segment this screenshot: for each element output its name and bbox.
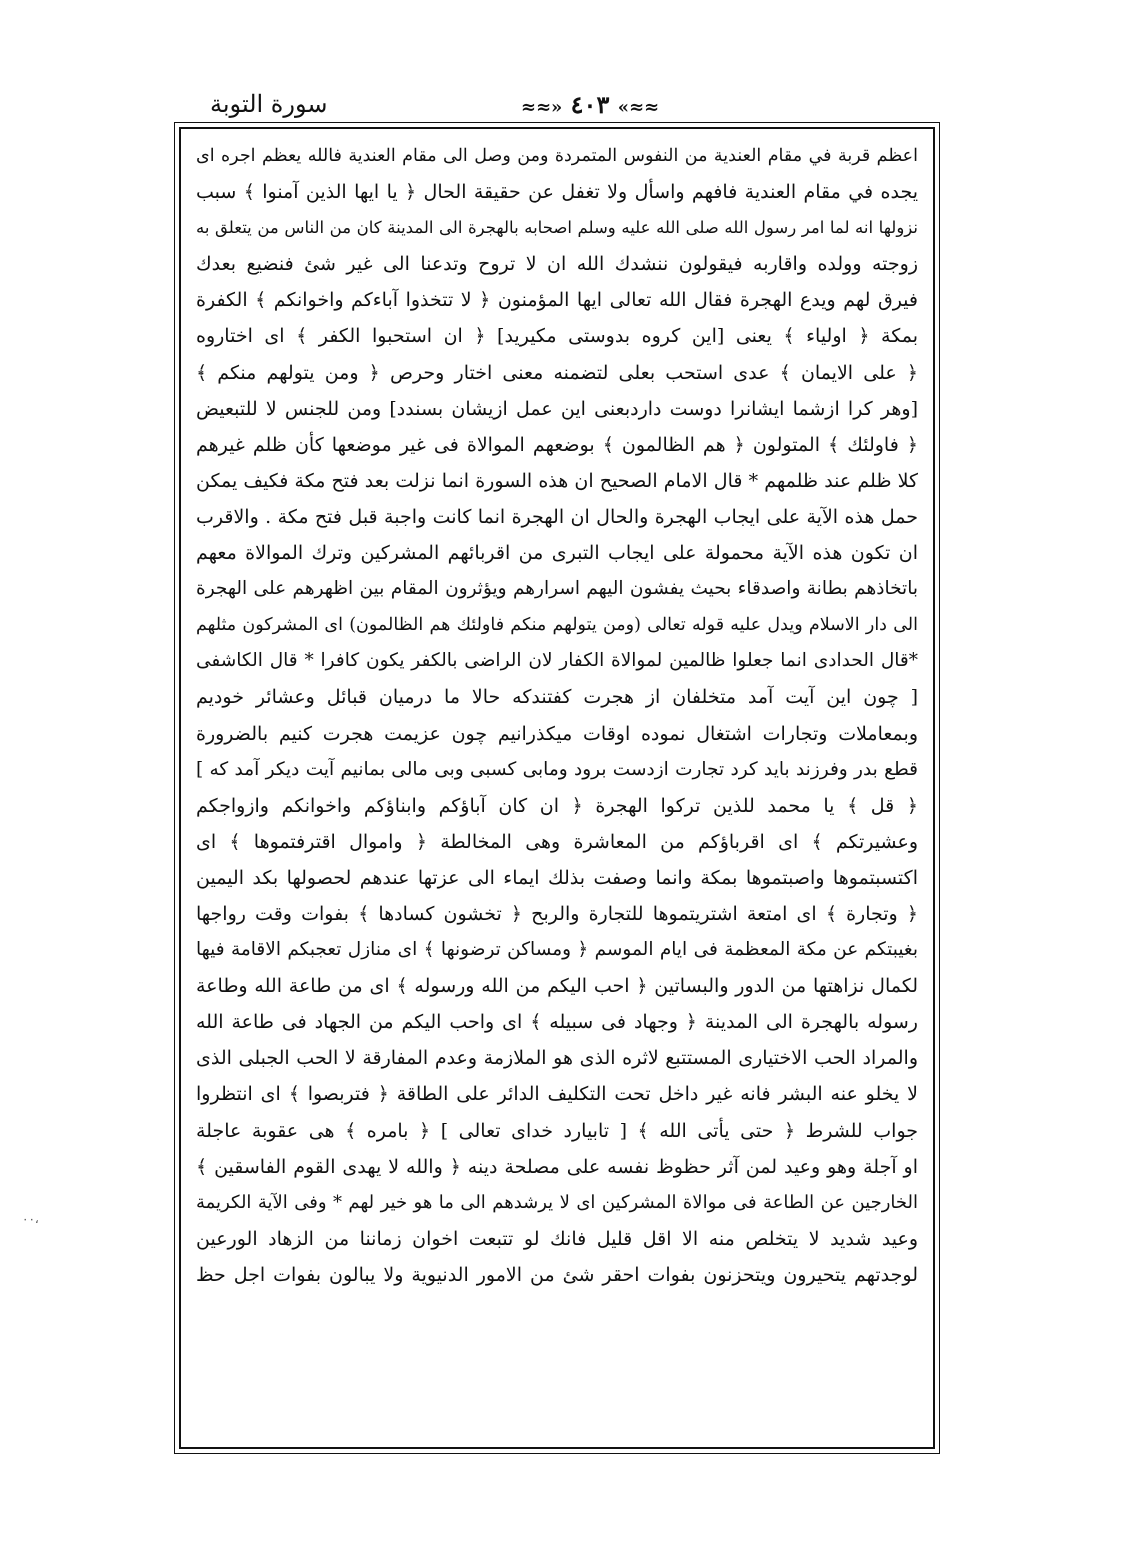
- text-line: فيرق لهم ويدع الهجرة فقال الله تعالى ايها المؤمنون ﴿ لا تتخذوا آباءكم واخوانكم ﴾ الكفرة: [196, 289, 918, 312]
- text-line: يجده في مقام العندية فافهم واسأل ولا تغفل عن حقيقة الحال ﴿ يا ايها الذين آمنوا ﴾ سبب: [196, 181, 918, 204]
- text-line: او آجلة وهو وعيد لمن آثر حظوظ نفسه على مصلحة دينه ﴿ والله لا يهدى القوم الفاسقين ﴾: [196, 1155, 918, 1178]
- text-line: اكتسبتموها واصبتموها بمكة وانما وصفت بذلك ايماء الى عزتها عندهم لحصولها بكد اليمين: [196, 866, 918, 889]
- text-line: زوجته وولده واقاربه فيقولون ننشدك الله ان لا تروح وتدعنا الى غير شئ فنضيع بعدك: [196, 253, 918, 276]
- text-line: باتخاذهم بطانة واصدقاء بحيث يفشون اليهم اسرارهم ويؤثرون المقام بين اظهرهم على الهجرة: [196, 578, 918, 600]
- text-body: [196, 138, 918, 1438]
- text-line: لكمال نزاهتها من الدور والبساتين ﴿ احب اليكم من الله ورسوله ﴾ اى من طاعة الله وطاعة: [196, 975, 918, 998]
- ornament-right-icon: «≈≈: [617, 97, 660, 118]
- text-line: ﴿ فاولئك ﴾ المتولون ﴿ هم الظالمون ﴾ بوضعهم الموالاة فى غير موضعها كأن ظلم غيرهم: [196, 433, 918, 456]
- text-line: وبمعاملات وتجارات اشتغال نموده اوقات ميكذرانيم چون عزيمت هجرت كنيم بالضرورة: [196, 722, 918, 745]
- page-header: [180, 88, 940, 124]
- text-line: لوجدتهم يتحيرون ويتحزنون بفوات احقر شئ من الامور الدنيوية ولا يبالون بفوات اجل حظ: [196, 1263, 918, 1286]
- text-line: بمكة ﴿ اولياء ﴾ يعنى [اين كروه بدوستى مكيريد] ﴿ ان استحبوا الكفر ﴾ اى اختاروه: [196, 325, 918, 348]
- text-line: الى دار الاسلام ويدل عليه قوله تعالى (ومن يتولهم منكم فاولئك هم الظالمون) اى المشركون مثلهم: [196, 615, 918, 636]
- text-line: وعشيرتكم ﴾ اى اقرباؤكم من المعاشرة وهى المخالطة ﴿ واموال اقترفتموها ﴾ اى: [196, 830, 918, 853]
- text-line: قطع بدر وفرزند بايد كرد تجارت ازدست برود ومابى كسبى وبى مالى بمانيم آيت ديكر آمد كه ]: [196, 758, 918, 780]
- text-line: [وهر كرا ازشما ايشانرا دوست داردبعنى اين عمل ازيشان بسندد] ومن للجنس لا للتبعيض: [196, 397, 918, 420]
- text-line: ﴿ وتجارة ﴾ اى امتعة اشتريتموها للتجارة والربح ﴿ تخشون كسادها ﴾ بفوات وقت رواجها: [196, 902, 918, 925]
- text-line: *قال الحدادى انما جعلوا ظالمين لموالاة الكفار لان الراضى بالكفر يكون كافرا * قال الكاشفى: [196, 650, 918, 672]
- text-line: [ چون اين آيت آمد متخلفان از هجرت كفتندكه حالا ما درميان قبائل وعشائر خوديم: [196, 686, 918, 709]
- text-line: لا يخلو عنه البشر فانه غير داخل تحت التكليف الدائر على الطاقة ﴿ فتربصوا ﴾ اى انتظروا: [196, 1083, 918, 1106]
- text-line: جواب للشرط ﴿ حتى يأتى الله ﴾ [ تابيارد خداى تعالى ] ﴿ بامره ﴾ هى عقوبة عاجلة: [196, 1119, 918, 1142]
- text-line: كلا ظلم عند ظلمهم * قال الامام الصحيح ان هذه السورة انما نزلت بعد فتح مكة فكيف يمكن: [196, 469, 918, 492]
- surah-title: سورة التوبة: [210, 90, 328, 118]
- text-line: رسوله بالهجرة الى المدينة ﴿ وجهاد فى سبيله ﴾ اى واحب اليكم من الجهاد فى طاعة الله: [196, 1011, 918, 1034]
- text-line: بغيبتكم عن مكة المعظمة فى ايام الموسم ﴿ ومساكن ترضونها ﴾ اى منازل تعجبكم الاقامة فيها: [196, 939, 918, 961]
- text-line: وعيد شديد لا يتخلص منه الا اقل قليل فانك لو تتبعت اخوان زماننا من الزهاد الورعين: [196, 1227, 918, 1250]
- text-line: ان تكون هذه الآية محمولة على ايجاب التبرى من اقربائهم المشركين وترك الموالاة معهم: [196, 542, 918, 565]
- text-line: والمراد الحب الاختيارى المستتبع لاثره الذى هو الملازمة وعدم المفارقة لا الحب الجبلى الذى: [196, 1047, 918, 1070]
- ornament-left-icon: ≈≈»: [520, 97, 563, 118]
- margin-mark: ٠٠،: [22, 1212, 39, 1226]
- text-line: اعظم قربة في مقام العندية من النفوس المتمردة ومن وصل الى مقام العندية فالله يعظم اجره اى: [196, 146, 918, 166]
- text-line: نزولها انه لما امر رسول الله صلى الله عليه وسلم اصحابه بالهجرة الى المدينة كان من الناس من يتعلق به: [196, 218, 918, 238]
- text-line: الخارجين عن الطاعة فى موالاة المشركين اى لا يرشدهم الى ما هو خير لهم * وفى الآية الكريمة: [196, 1191, 918, 1213]
- text-line: ﴿ على الايمان ﴾ عدى استحب بعلى لتضمنه معنى اختار وحرص ﴿ ومن يتولهم منكم ﴾: [196, 361, 918, 384]
- page-number: ٤٠٣: [570, 90, 610, 119]
- text-line: حمل هذه الآية على ايجاب الهجرة والحال ان الهجرة انما كانت واجبة قبل فتح مكة . والاقرب: [196, 505, 918, 528]
- text-line: ﴿ قل ﴾ يا محمد للذين تركوا الهجرة ﴿ ان كان آباؤكم وابناؤكم واخوانكم وازواجكم: [196, 794, 918, 817]
